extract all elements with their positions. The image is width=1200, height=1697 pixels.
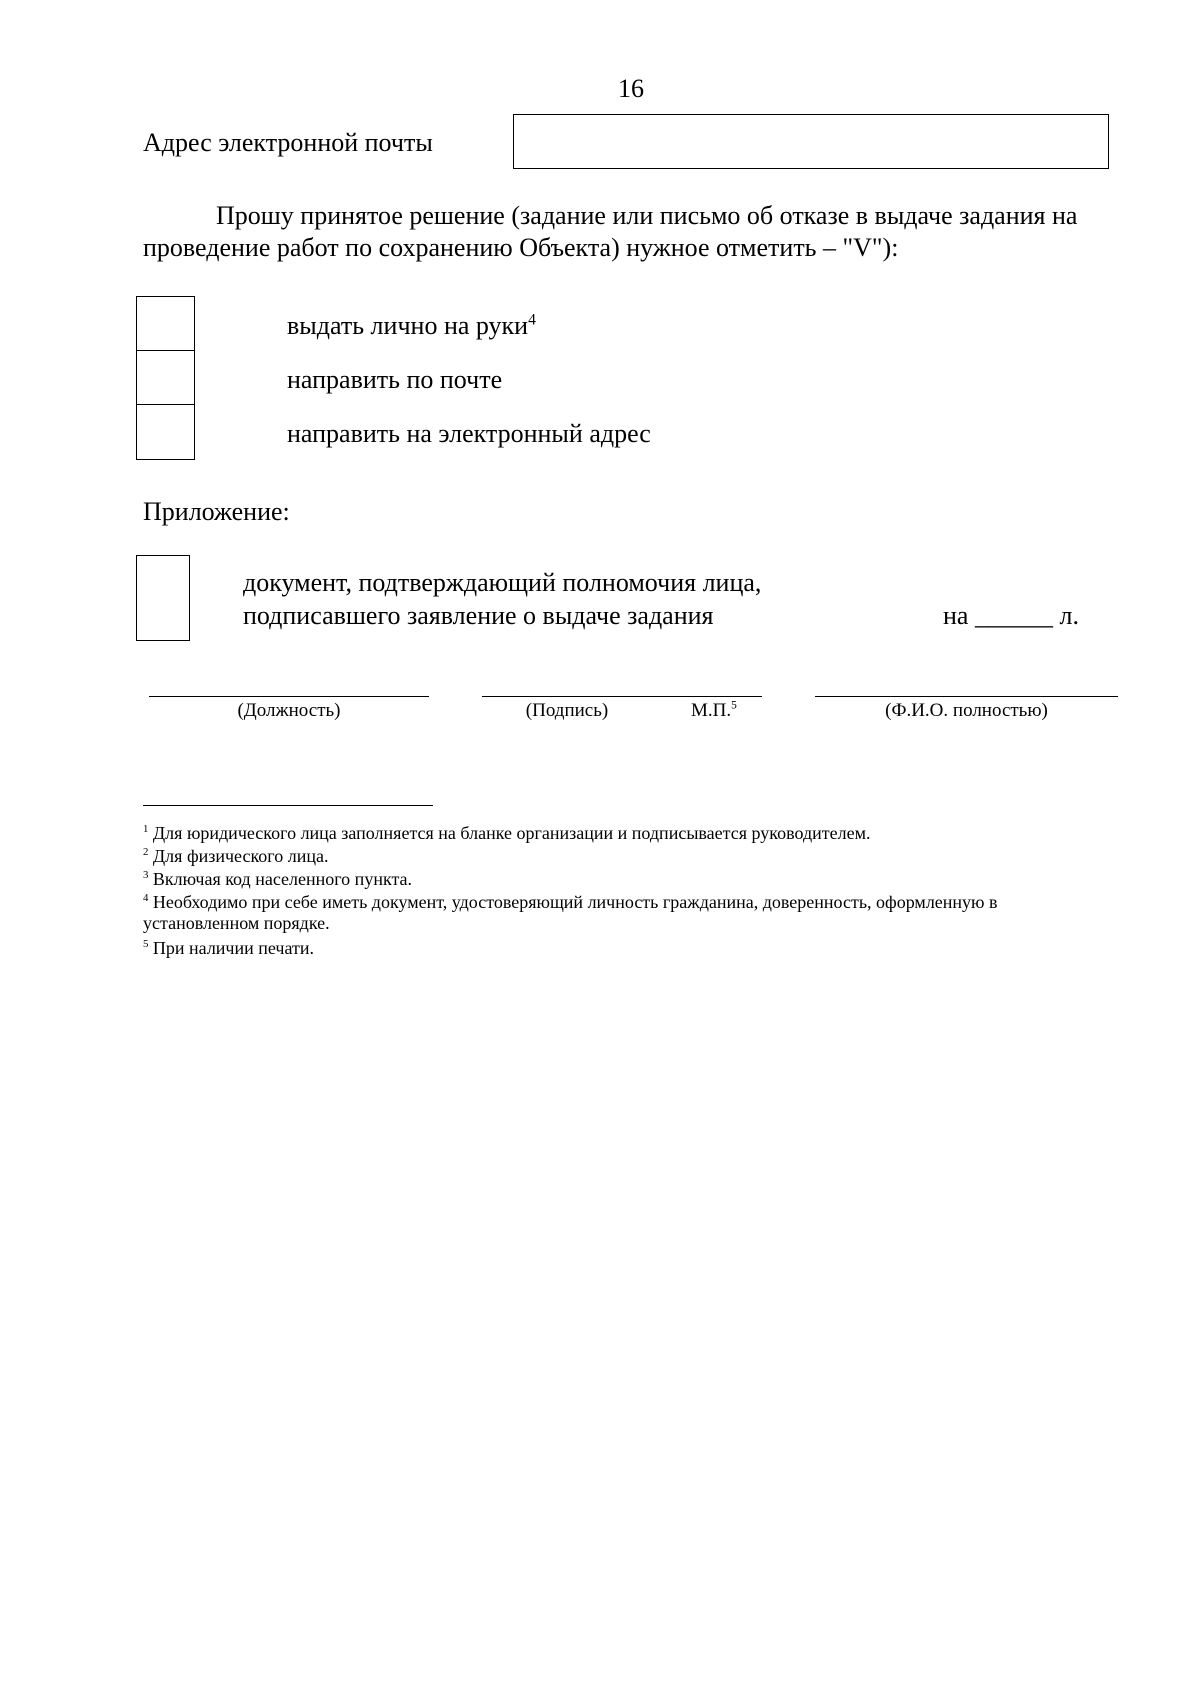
page-number: 16 <box>618 74 644 103</box>
delivery-option-by-email: направить на электронный адрес <box>287 419 651 448</box>
footnote-text: Необходимо при себе иметь документ, удостоверяющий личность гражданина, доверенность, оформленную в установленном порядке. <box>143 892 998 933</box>
delivery-checkbox-by-email[interactable] <box>136 404 195 460</box>
pages-suffix: л. <box>1059 601 1079 630</box>
footnote-1 <box>143 823 1103 844</box>
attachment-line-2: подписавшего заявление о выдаче задания <box>243 601 714 630</box>
footnote-number: 5 <box>143 938 149 950</box>
footnote-number: 4 <box>143 892 149 904</box>
footnote-ref: 4 <box>528 311 536 329</box>
signature-line[interactable] <box>482 696 762 697</box>
footnote-number: 2 <box>143 846 149 858</box>
footnote-text: Для физического лица. <box>152 846 329 866</box>
delivery-option-by-mail: направить по почте <box>287 365 503 394</box>
footnote-number: 1 <box>143 823 149 835</box>
name-line[interactable] <box>815 696 1118 697</box>
footnote-4 <box>143 892 1103 934</box>
pages-prefix: на <box>943 601 969 630</box>
footnote-5 <box>143 938 1103 959</box>
footnote-3 <box>143 869 1103 890</box>
request-paragraph <box>143 200 1103 264</box>
footnote-text: При наличии печати. <box>152 938 315 958</box>
pages-blank[interactable]: ______ <box>974 601 1053 630</box>
attachment-heading: Приложение: <box>143 497 290 526</box>
footnote-2 <box>143 846 1103 867</box>
footnote-ref: 5 <box>731 699 737 712</box>
attachment-pages <box>943 601 1079 631</box>
request-text: Прошу принятое решение (задание или письмо об отказе в выдаче задания на проведение работ по сохранению Объекта) нужное отметить – "V"): <box>143 201 1078 262</box>
footnote-text: Включая код населенного пункта. <box>152 869 413 889</box>
name-caption: (Ф.И.О. полностью) <box>885 700 1048 721</box>
email-field[interactable] <box>513 114 1109 169</box>
footnote-text: Для юридического лица заполняется на бланке организации и подписывается руководителем. <box>152 823 871 843</box>
footnote-separator <box>143 805 433 806</box>
position-line[interactable] <box>149 696 429 697</box>
position-caption: (Должность) <box>237 700 341 721</box>
signature-caption: (Подпись) <box>525 700 609 721</box>
delivery-checkbox-by-mail[interactable] <box>136 350 195 406</box>
delivery-option-label: выдать лично на руки <box>287 311 529 340</box>
attachment-checkbox[interactable] <box>136 555 190 641</box>
delivery-checkbox-in-person[interactable] <box>136 296 195 352</box>
delivery-option-in-person <box>287 311 536 341</box>
attachment-line-1: документ, подтверждающий полномочия лица, <box>243 568 762 597</box>
footnote-number: 3 <box>143 869 149 881</box>
email-label: Адрес электронной почты <box>143 128 433 157</box>
stamp-caption <box>691 700 737 722</box>
stamp-label: М.П. <box>691 700 732 721</box>
